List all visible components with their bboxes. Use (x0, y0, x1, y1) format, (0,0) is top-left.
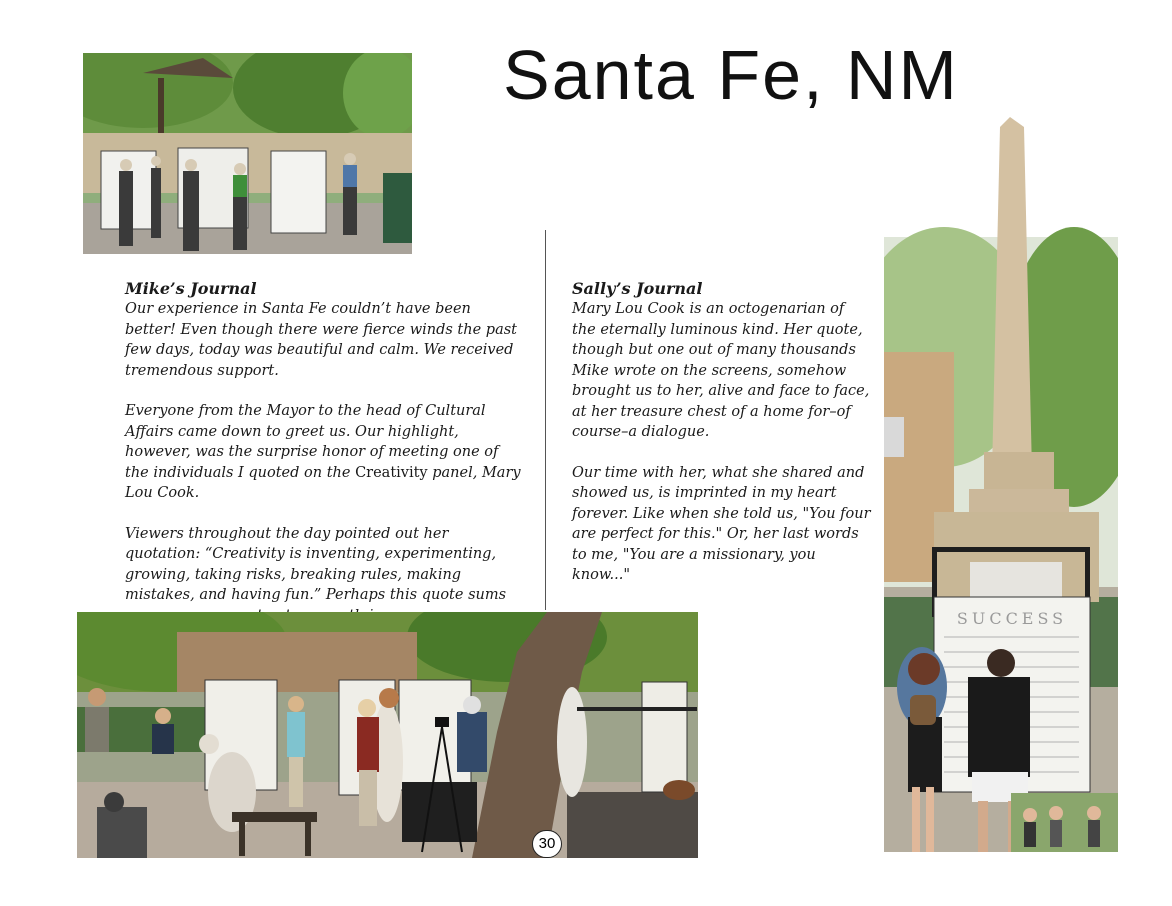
mikes-journal-heading: Mike’s Journal (125, 279, 257, 298)
mikes-journal-p2-text: Everyone from the Mayor to the head of Cultural Affairs came down to greet us. Our highlight, however, was the surprise honor of meeting one of the individuals I quoted on the (125, 403, 499, 481)
plaza-gazebo-photo (83, 53, 412, 254)
column-divider (545, 230, 546, 610)
sallys-journal-paragraph-1: Mary Lou Cook is an octogenarian of the eternally luminous kind. Her quote, though but one out of many thousands Mike wrote on the screens, somehow brought us to her, alive and face to face, at her treasure chest of a home for–of course–a dialogue. (572, 301, 870, 440)
sallys-journal (572, 279, 872, 606)
sallys-journal-heading: Sally’s Journal (572, 279, 703, 298)
page-title: Santa Fe, NM (503, 36, 959, 114)
mikes-journal-p2-end: panel, Mary Lou Cook. (125, 464, 521, 501)
plaza-performers-photo (77, 612, 698, 858)
mikes-journal-paragraph-3: Viewers throughout the day pointed out her quotation: “Creativity is inventing, experimenting, growing, taking risks, breaking rules, making mistakes, and having fun.” Perhaps this quote sums (125, 525, 507, 603)
creativity-emphasis: Creativity (355, 464, 428, 481)
page-number-badge: 30 (532, 830, 562, 858)
mikes-journal-paragraph-1: Our experience in Santa Fe couldn’t have been better! Even though there were fierce winds the past few days, today was beautiful and calm. We received tremendous support. (125, 301, 517, 379)
mikes-journal (125, 279, 525, 646)
mikes-journal-paragraph-2 (125, 401, 525, 504)
obelisk-monument-photo (884, 117, 1118, 852)
sallys-journal-paragraph-2: Our time with her, what she shared and showed us, is imprinted in my heart forever. Like when she told us, "You four are perfect for this." Or, her last words to me, "You are a missionary, you know..." (572, 464, 871, 583)
success-panel-word: SUCCESS (956, 609, 1068, 628)
